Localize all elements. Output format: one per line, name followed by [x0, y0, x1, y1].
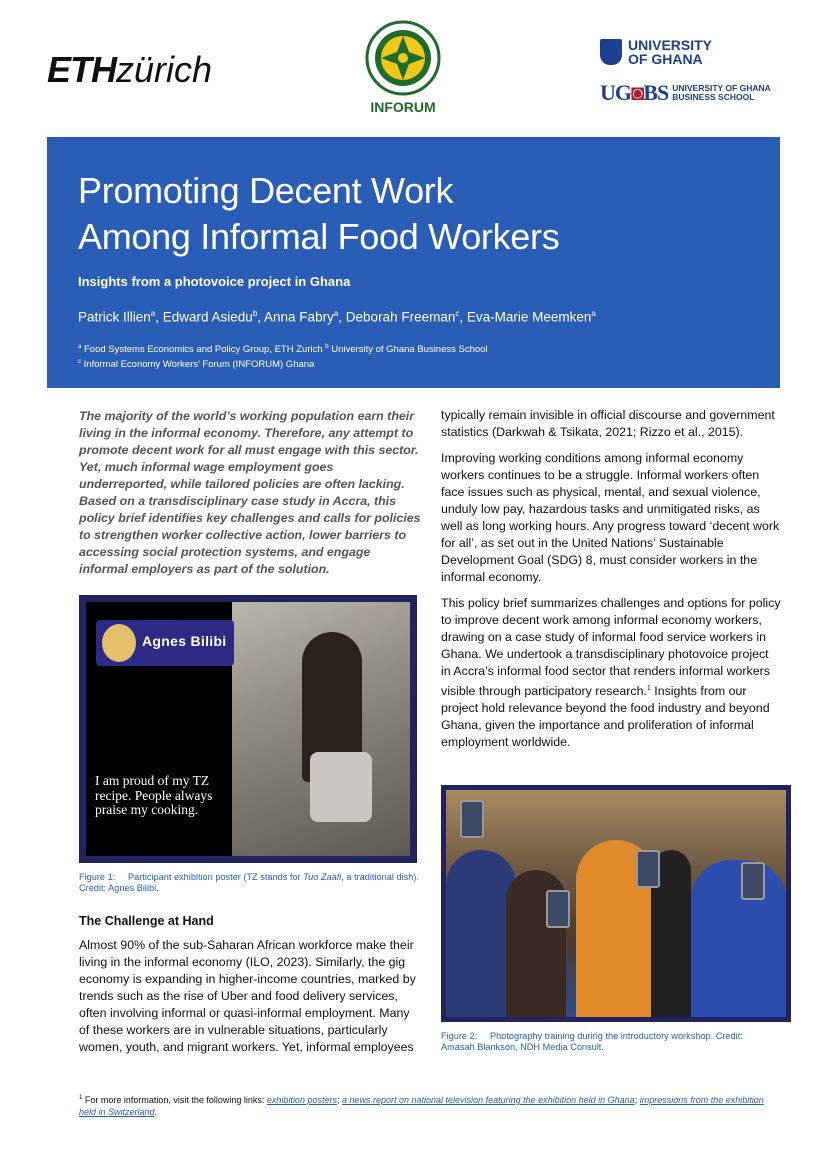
inforum-wordmark: INFORUM: [370, 99, 436, 115]
ugbs-crest-icon: ◙: [631, 80, 644, 105]
inforum-emblem-icon: [365, 20, 441, 96]
name-badge: [96, 620, 234, 666]
inforum-logo: [362, 20, 444, 115]
participant-name: Agnes Bilibi: [142, 633, 227, 649]
title-banner: [47, 137, 780, 388]
figure-2-caption: Figure 2: Photography training during the introductory workshop. Credit: Amasah Blankson, NDH Media Consult.: [441, 1031, 743, 1052]
author-list: Patrick Illien$^a$, Edward Asiedu$^b$, Anna Fabry$^a$, Deborah Freeman$^c$, Eva-Marie Meemken$^a$: [78, 309, 596, 325]
ug-crest-icon: [600, 39, 622, 65]
link-news-report[interactable]: a news report on national television featuring the exhibition held in Ghana: [341, 1095, 635, 1105]
phone-icon: [546, 890, 570, 928]
author: Deborah Freeman: [345, 309, 456, 325]
author: Eva-Marie Meemken: [466, 309, 592, 325]
body-paragraph: Improving working conditions among informal economy workers continues to be a struggle. Informal workers often face issues such as physical, mental, and sexual violence, unduly low pay, hazardous tasks and unmitigated risks, as well as long working hours. Any progress toward ‘decent work for all’, as set out in the United Nations’ Sustainable Development Goal (SDG) 8, must consider workers in the informal economy.: [441, 451, 780, 584]
footnote-ref[interactable]: 1: [646, 685, 651, 692]
body-paragraph: Almost 90% of the sub-Saharan African workforce make their living in the informal economy (ILO, 2023). Similarly, the gig economy is expanding in higher-income countries, marked by trends such as the rise of Uber and food delivery services, often involving informal or quasi-informal employment. Many of these workers are in vulnerable situations, particularly women, youth, and migrant workers. Yet, informal employees: [79, 938, 416, 1054]
subtitle: Insights from a photovoice project in Ghana: [78, 274, 351, 289]
university-of-ghana-logo: UNIVERSITY OF GHANA: [600, 38, 771, 66]
person-figure: [691, 860, 786, 1017]
body-paragraph: typically remain invisible in official discourse and government statistics (Darkwah & Tsikata, 2021; Rizzo et al., 2015).: [441, 408, 775, 439]
lead-paragraph: The majority of the world’s working population earn their living in the informal economy. Therefore, any attempt to promote decent work for all must engage with this sector. Yet, much informal wage employment goes underreported, while tailored policies are often lacking. Based on a transdisciplinary case study in Accra, this policy brief identifies key challenges and calls for policies to strengthen worker collective action, lower barriers to accessing social protection systems, and engage informal employers as part of the solution.: [79, 409, 421, 576]
avatar: [102, 624, 136, 662]
phone-icon: [636, 850, 660, 888]
author: Edward Asiedu: [162, 309, 253, 325]
ugbs-logo: UG◙BS UNIVERSITY OF GHANA BUSINESS SCHOOL: [600, 80, 771, 105]
link-exhibition-posters[interactable]: exhibition posters: [266, 1095, 337, 1105]
page-title: Promoting Decent Work Among Informal Food Workers: [78, 170, 560, 257]
figure-1-poster: [79, 595, 417, 863]
participant-quote: I am proud of my TZ recipe. People always praise my cooking.: [95, 773, 213, 817]
cooking-pot: [310, 752, 372, 822]
phone-icon: [460, 800, 484, 838]
body-paragraph: This policy brief summarizes challenges and options for policy to improve decent work among informal economy workers, drawing on a case study of informal food service workers in Ghana. We undertook a transdisciplinary photovoice project in Accra’s informal food sector that renders informal workers visible through participatory research.$^1$ Insights from our project hold relevance beyond the food industry and beyond Ghana, given the importance and proliferation of informal employment worldwide.: [441, 596, 781, 750]
link-impressions-switzerland[interactable]: impressions from the exhibition held in Switzerland: [79, 1095, 764, 1117]
affiliations: $^a$ Food Systems Economics and Policy Group, ETH Zurich $^b$ University of Ghana Business School $^c$ Informal Economy Workers’ Forum (INFORUM) Ghana: [78, 344, 488, 371]
left-column-body: [79, 937, 421, 1065]
phone-icon: [741, 862, 765, 900]
eth-zurich-logo: ETHzürich: [47, 49, 213, 90]
figure-2-photo: [441, 785, 791, 1022]
cooking-photo: [232, 602, 410, 856]
figure-1-caption: Figure 1: Participant exhibition poster (TZ stands for Tuo Zaafi, a traditional dish). Credit: Agnes Bilibi.: [79, 872, 419, 893]
university-of-ghana-logos: [600, 38, 771, 106]
author: Anna Fabry: [264, 309, 334, 325]
footnote: $^1$ For more information, visit the following links: exhibition posters; a news report on national television featuring the exhibition held in Ghana; impressions from the exhibition held in Switzerland.: [79, 1095, 764, 1117]
right-column: [441, 407, 781, 760]
author: Patrick Illien: [78, 309, 151, 325]
section-heading: The Challenge at Hand: [79, 914, 214, 928]
